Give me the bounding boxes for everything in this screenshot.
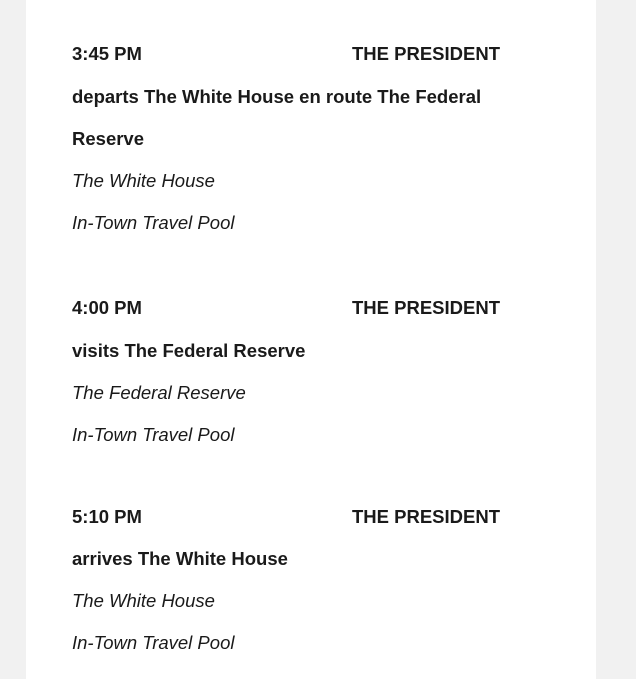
entry-action-continued: Reserve: [72, 128, 145, 149]
entry-who: THE PRESIDENT: [352, 43, 501, 64]
entry-who: THE PRESIDENT: [352, 506, 501, 527]
entry-who: THE PRESIDENT: [352, 297, 501, 318]
entry-location: The Federal Reserve: [72, 382, 246, 403]
entry-location: The White House: [72, 590, 215, 611]
entry-coverage: In-Town Travel Pool: [72, 424, 235, 445]
entry-time: 5:10 PM: [72, 506, 142, 527]
entry-action: arrives The White House: [72, 548, 288, 569]
entry-coverage: In-Town Travel Pool: [72, 212, 235, 233]
entry-time: 3:45 PM: [72, 43, 142, 64]
schedule-page: [26, 0, 596, 679]
entry-action: visits The Federal Reserve: [72, 340, 306, 361]
entry-coverage: In-Town Travel Pool: [72, 632, 235, 653]
entry-action: departs The White House en route The Federal: [72, 86, 482, 107]
entry-location: The White House: [72, 170, 215, 191]
entry-time: 4:00 PM: [72, 297, 142, 318]
